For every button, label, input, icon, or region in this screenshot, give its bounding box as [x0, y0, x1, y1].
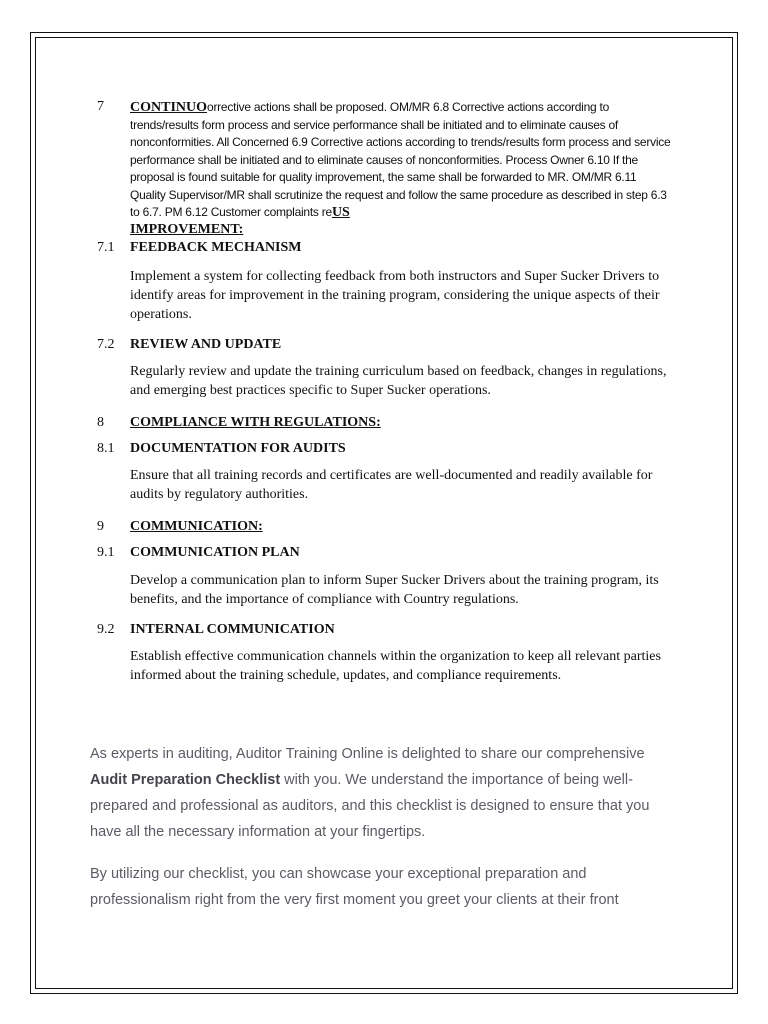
section-8-heading: COMPLIANCE WITH REGULATIONS:	[130, 415, 381, 430]
section-7-heading-trail: US	[331, 205, 350, 220]
subsection-8-1-text: Ensure that all training records and certificates are well-documented and readily available for audits by regulatory authorities.	[130, 468, 653, 502]
subsection-7-2-heading: REVIEW AND UPDATE	[130, 337, 282, 352]
checklist-benefit-paragraph: By utilizing our checklist, you can showcase your exceptional preparation and professionalism right from the very first moment you greet your clients at their front	[90, 866, 619, 908]
subsection-7-1-text: Implement a system for collecting feedback from both instructors and Super Sucker Drivers to identify areas for improvement in the training program, considering the unique aspects of their operations.	[130, 269, 660, 322]
subsection-7-2-number: 7.2	[97, 337, 115, 352]
subsection-9-2-text: Establish effective communication channels within the organization to keep all relevant parties informed about the training schedule, updates, and compliance requirements.	[130, 649, 661, 683]
checklist-name: Audit Preparation Checklist	[90, 772, 281, 788]
section-7-number: 7	[97, 99, 104, 114]
subsection-8-1-number: 8.1	[97, 441, 115, 456]
section-9-number: 9	[97, 519, 104, 534]
subsection-9-1-number: 9.1	[97, 545, 115, 560]
section-7-heading-lead: CONTINUO	[130, 100, 208, 115]
subsection-9-1-text: Develop a communication plan to inform Super Sucker Drivers about the training program, its benefits, and the importance of compliance with Country regulations.	[130, 573, 659, 607]
section-7-heading-second-line: IMPROVEMENT:	[130, 222, 244, 237]
intro-text-before: As experts in auditing, Auditor Training Online is delighted to share our comprehensive	[90, 746, 645, 762]
subsection-7-1-heading: FEEDBACK MECHANISM	[130, 240, 302, 255]
intro-text-after: with you. We understand the importance of being well-prepared and professional as auditors, and this checklist is designed to ensure that you have all the necessary information at your fingertips.	[90, 772, 650, 840]
section-9-heading: COMMUNICATION:	[130, 519, 263, 534]
subsection-8-1-heading: DOCUMENTATION FOR AUDITS	[130, 441, 346, 456]
subsection-7-1-number: 7.1	[97, 240, 115, 255]
section-7-overlap-paragraph	[130, 99, 675, 222]
subsection-9-1-heading: COMMUNICATION PLAN	[130, 545, 300, 560]
subsection-9-2-number: 9.2	[97, 622, 115, 637]
subsection-9-2-heading: INTERNAL COMMUNICATION	[130, 622, 335, 637]
section-7-overlap-text: orrective actions shall be proposed. OM/MR 6.8 Corrective actions according to trends/results form process and service performance shall be initiated and to eliminate causes of nonconformities. All Concerned 6.9 Corrective actions according to trends/results form process and service performance shall be initiated and to eliminate causes of nonconformities. Process Owner 6.10 If the proposal is found suitable for quality improvement, the same shall be forwarded to MR. OM/MR 6.11 Quality Supervisor/MR shall scrutinize the request and follow the same procedure as described in step 6.3 to 6.7. PM 6.12 Customer complaints re	[130, 100, 671, 219]
subsection-7-2-text: Regularly review and update the training curriculum based on feedback, changes in regulations, and emerging best practices specific to Super Sucker operations.	[130, 364, 667, 398]
section-8-number: 8	[97, 415, 104, 430]
audit-checklist-intro-paragraph	[90, 741, 680, 845]
